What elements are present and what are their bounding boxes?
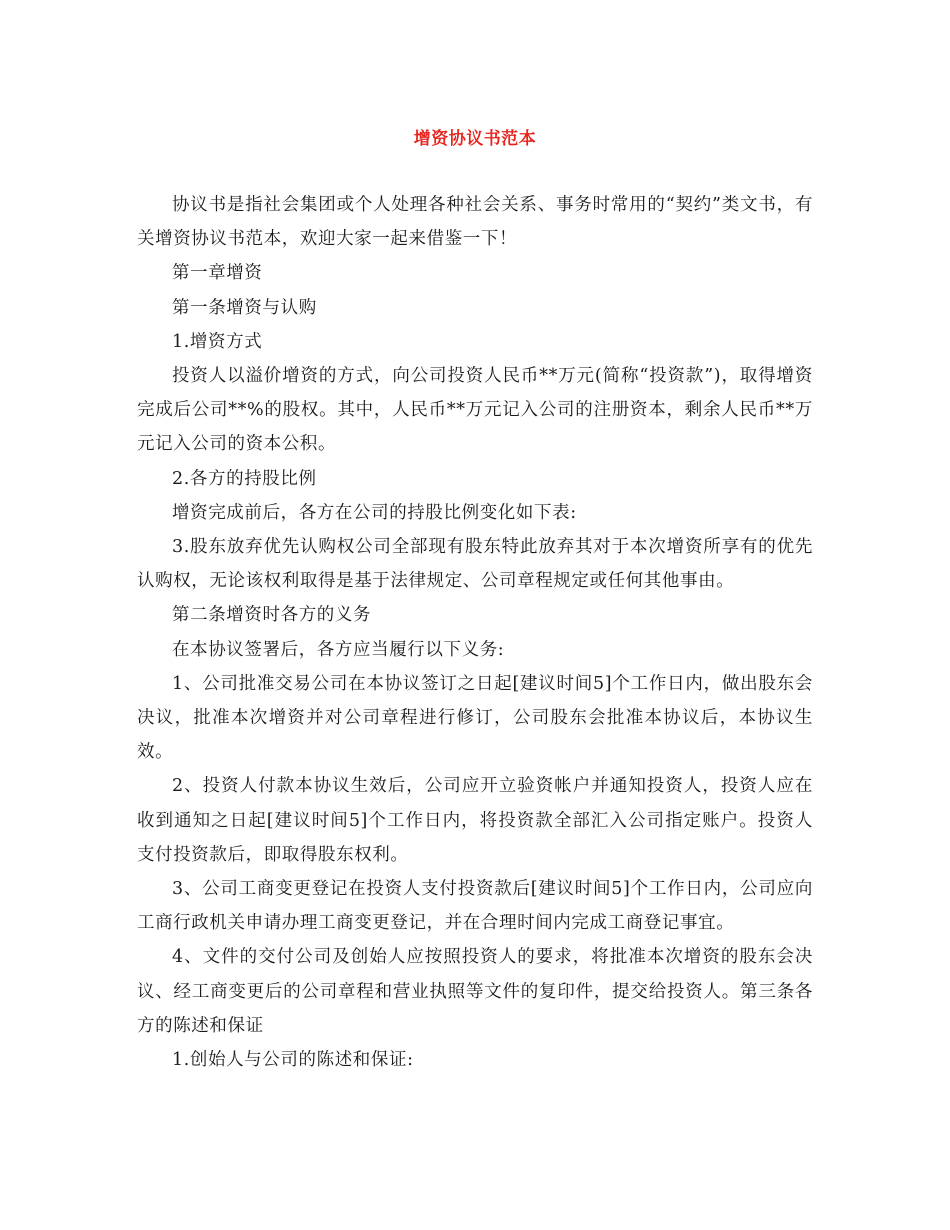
paragraph-obligation-3: 3、公司工商变更登记在投资人支付投资款后[建议时间5]个工作日内，公司应向工商行政机关申请办理工商变更登记，并在合理时间内完成工商登记事宜。 <box>137 879 813 934</box>
paragraph-preemptive-right-waiver: 3.股东放弃优先认购权公司全部现有股东特此放弃其对于本次增资所享有的优先认购权，无论该权利取得是基于法律规定、公司章程规定或任何其他事由。 <box>137 537 813 592</box>
heading-shareholding-ratio: 2.各方的持股比例 <box>172 468 317 489</box>
document-body <box>137 188 813 1077</box>
paragraph-shareholding-change: 增资完成前后，各方在公司的持股比例变化如下表: <box>172 502 577 523</box>
paragraph-obligation-4: 4、文件的交付公司及创始人应按照投资人的要求，将批准本次增资的股东会决议、经工商变更后的公司章程和营业执照等文件的复印件，提交给投资人。第三条各方的陈述和保证 <box>137 947 813 1036</box>
document-title: 增资协议书范本 <box>413 129 537 149</box>
paragraph-obligation-2: 2、投资人付款本协议生效后，公司应开立验资帐户并通知投资人，投资人应在收到通知之日起[建议时间5]个工作日内，将投资款全部汇入公司指定账户。投资人支付投资款后，即取得股东权利。 <box>137 776 813 865</box>
heading-capital-increase-method: 1.增资方式 <box>172 331 263 352</box>
paragraph-obligation-1: 1、公司批准交易公司在本协议签订之日起[建议时间5]个工作日内，做出股东会决议，批准本次增资并对公司章程进行修订，公司股东会批准本协议后，本协议生效。 <box>137 673 813 763</box>
paragraph-intro: 协议书是指社会集团或个人处理各种社会关系、事务时常用的“契约”类文书，有关增资协议书范本，欢迎大家一起来借鉴一下！ <box>137 195 813 250</box>
heading-chapter-1: 第一章增资 <box>172 263 263 284</box>
paragraph-obligations-intro: 在本协议签署后，各方应当履行以下义务: <box>172 639 505 660</box>
heading-article-1: 第一条增资与认购 <box>172 297 317 318</box>
heading-representations: 1.创始人与公司的陈述和保证: <box>172 1050 414 1071</box>
paragraph-investment-terms: 投资人以溢价增资的方式，向公司投资人民币**万元(简称“投资款”)，取得增资完成后公司**%的股权。其中，人民币**万元记入公司的注册资本，剩余人民币**万元记入公司的资本公积。 <box>137 366 813 455</box>
heading-article-2: 第二条增资时各方的义务 <box>172 605 372 626</box>
